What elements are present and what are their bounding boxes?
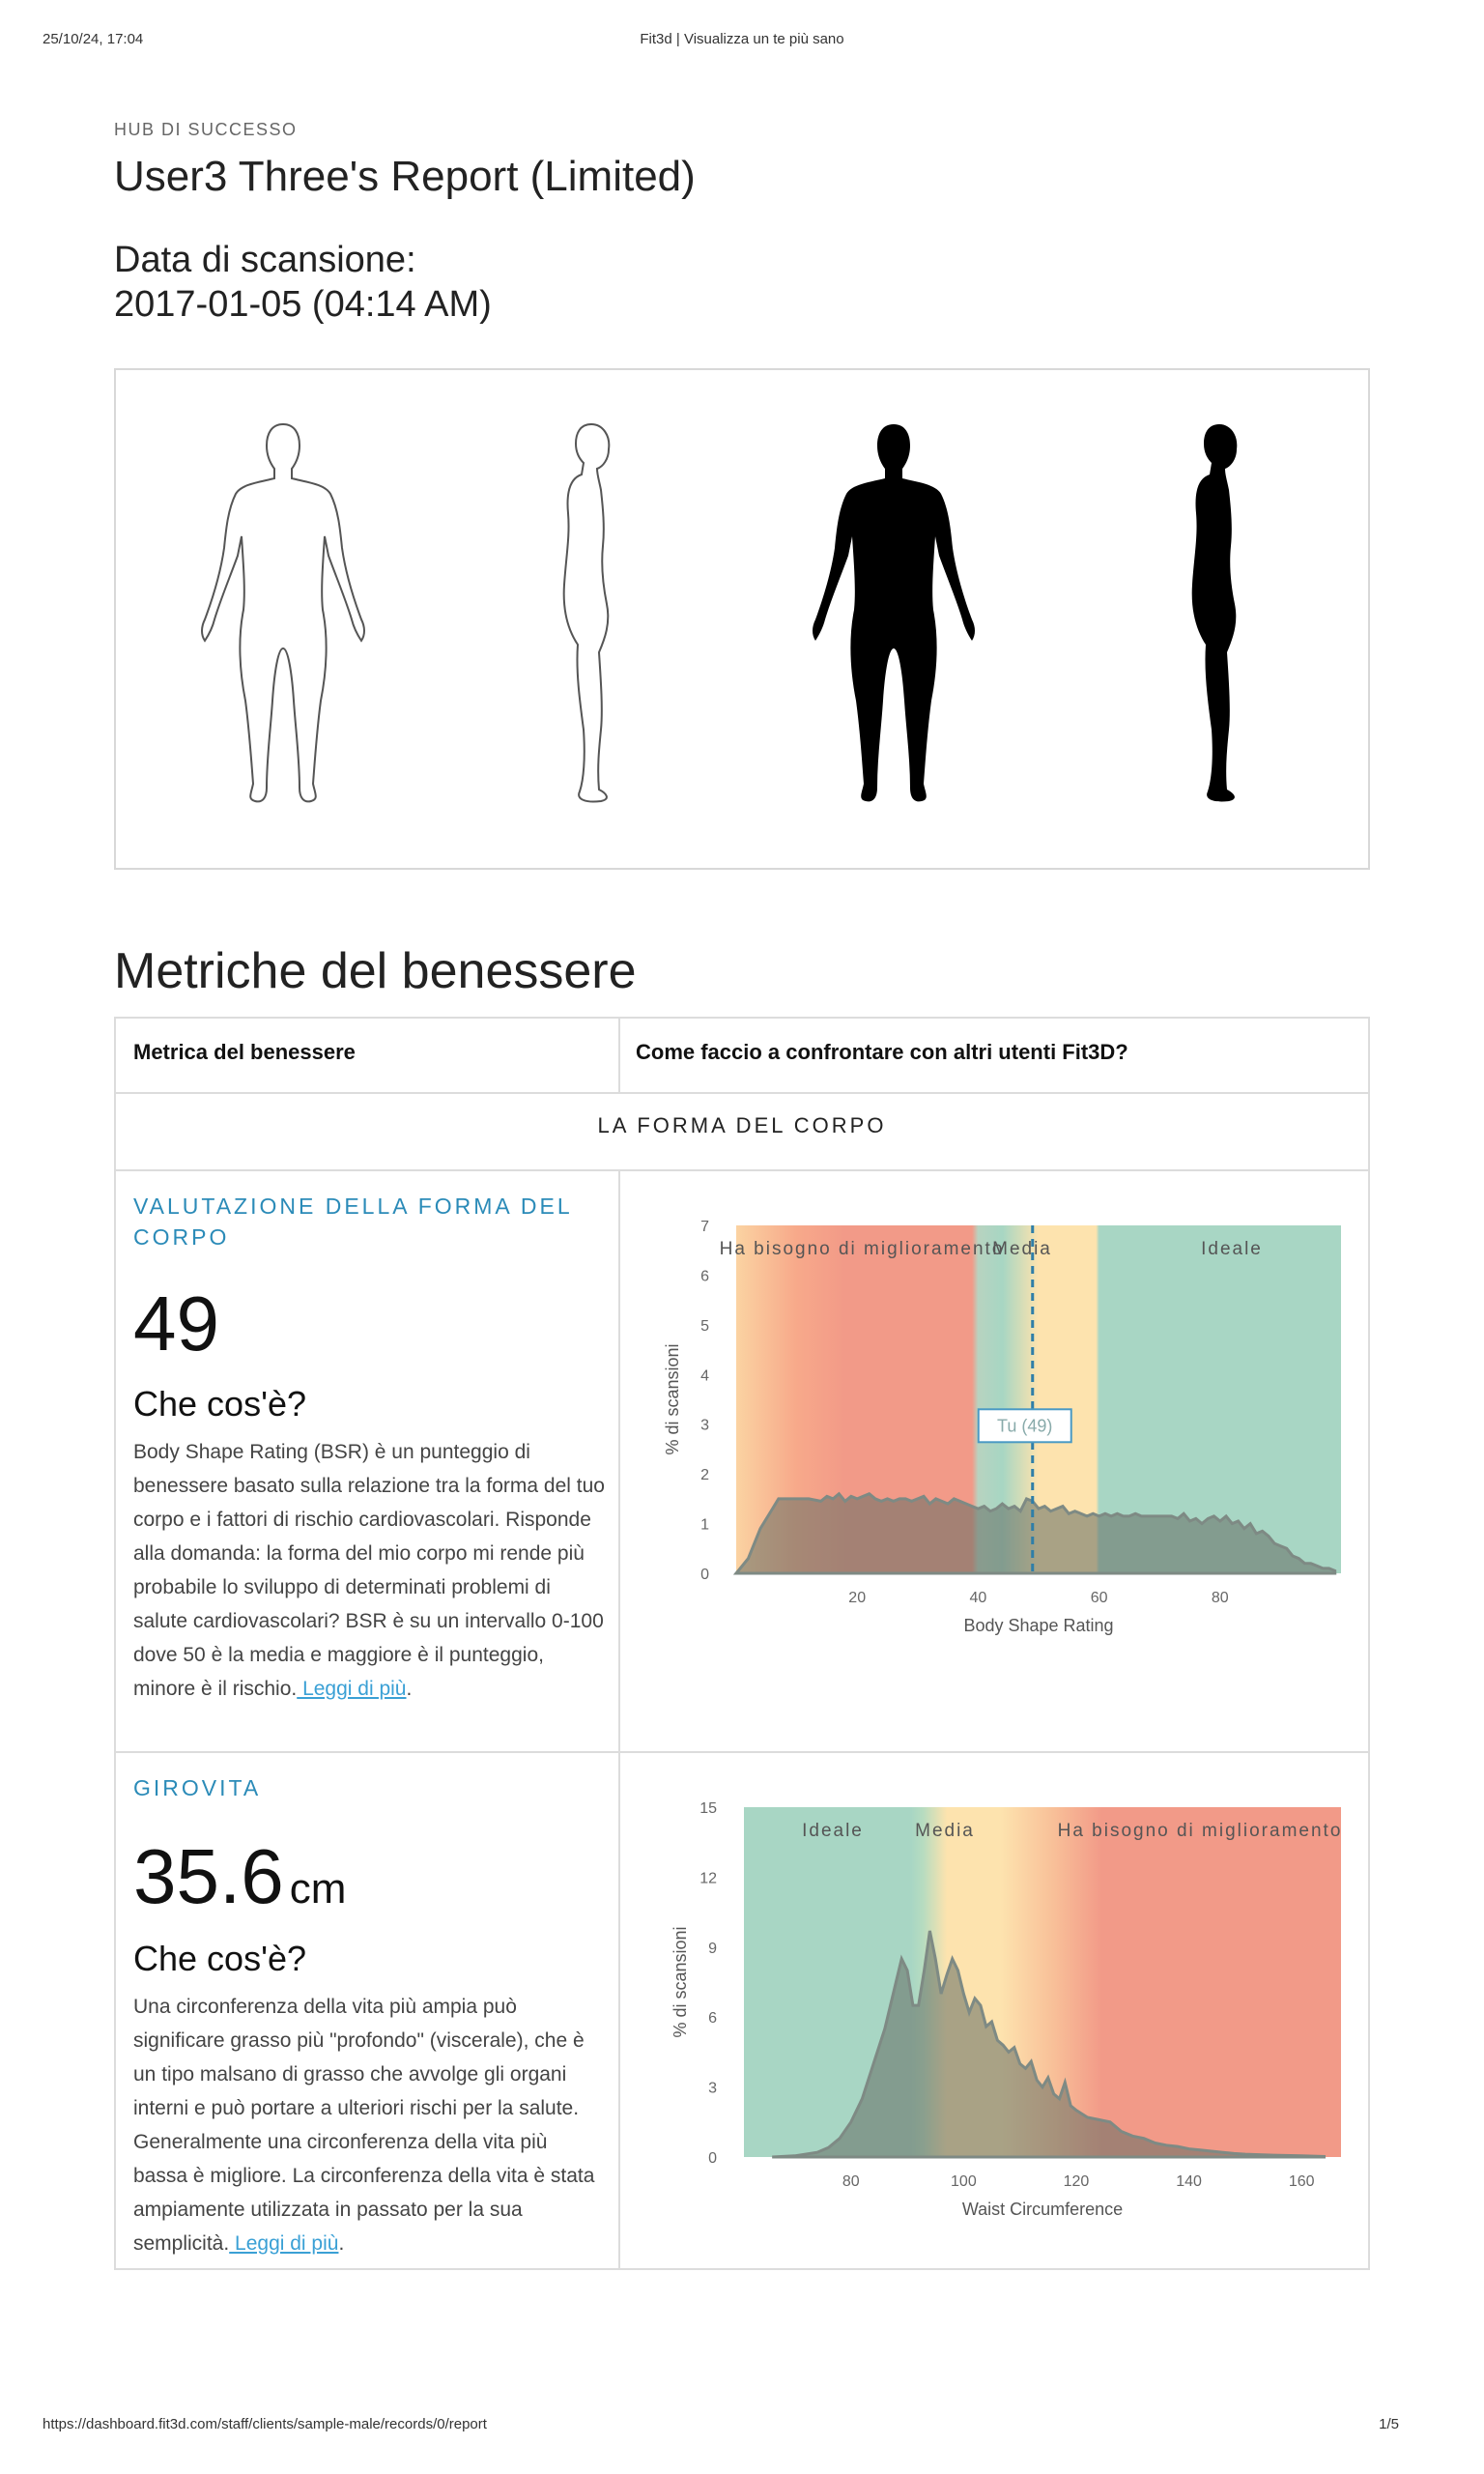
bsr-what-heading: Che cos'è? xyxy=(133,1384,306,1424)
body-scan-figures xyxy=(114,368,1370,870)
scan-date-value: 2017-01-05 (04:14 AM) xyxy=(114,284,492,325)
body-silhouette-front-icon xyxy=(802,420,985,807)
print-datetime: 25/10/24, 17:04 xyxy=(43,31,144,47)
divider xyxy=(116,1092,1368,1094)
divider xyxy=(618,1169,620,2268)
x-tick-label: 120 xyxy=(1063,2173,1090,2190)
divider xyxy=(116,1751,1368,1753)
waist-description-text: Una circonferenza della vita più ampia può significare grasso più "profondo" (viscerale), che è un tipo malsano di grasso che avvolge gli organi interni e può portare a ulteriori rischi per la salute. Generalmente una circonferenza della vita più bassa è migliore. La circonferenza della vita è stata ampiamente utilizzata in passato per la sua semplicità. xyxy=(133,1996,595,2255)
y-tick-label: 3 xyxy=(708,2080,717,2097)
zone-label: Media xyxy=(915,1821,975,1841)
divider xyxy=(618,1019,620,1092)
body-outline-side-icon xyxy=(541,420,647,807)
wellness-metrics-table xyxy=(114,1017,1370,2270)
y-tick-label: 3 xyxy=(700,1417,709,1434)
x-tick-label: 60 xyxy=(1090,1590,1108,1606)
divider xyxy=(116,1169,1368,1171)
column-header-compare: Come faccio a confrontare con altri utenti Fit3D? xyxy=(636,1040,1128,1064)
waist-read-more-link[interactable]: Leggi di più xyxy=(229,2232,339,2255)
zone-label: Ideale xyxy=(1201,1239,1263,1259)
y-tick-label: 1 xyxy=(700,1516,709,1534)
zone-label: Ha bisogno di miglioramento xyxy=(719,1239,1005,1259)
y-tick-label: 7 xyxy=(700,1219,709,1235)
waist-what-heading: Che cos'è? xyxy=(133,1939,306,1978)
x-tick-label: 40 xyxy=(969,1590,987,1606)
waist-value xyxy=(133,1832,346,1921)
body-silhouette-side-icon xyxy=(1169,420,1275,807)
y-axis-label: % di scansioni xyxy=(671,1926,690,2038)
x-tick-label: 80 xyxy=(1211,1590,1229,1606)
bsr-metric-name: VALUTAZIONE DELLA FORMA DEL CORPO xyxy=(133,1194,572,1250)
waist-value-number: 35.6 xyxy=(133,1833,284,1919)
zone-label: Ha bisogno di miglioramento xyxy=(1057,1821,1343,1841)
zone-label: Media xyxy=(992,1239,1052,1259)
waist-metric-name: GIROVITA xyxy=(133,1775,262,1800)
bsr-value: 49 xyxy=(133,1280,219,1366)
wellness-metrics-title: Metriche del benessere xyxy=(114,943,637,999)
x-tick-label: 100 xyxy=(951,2173,977,2190)
print-page-title: Fit3d | Visualizza un te più sano xyxy=(640,31,844,47)
column-header-metric: Metrica del benessere xyxy=(133,1040,356,1064)
x-axis-label: Waist Circumference xyxy=(961,2200,1124,2219)
y-tick-label: 9 xyxy=(708,1940,717,1957)
x-tick-label: 80 xyxy=(842,2173,860,2190)
scan-date-label: Data di scansione: xyxy=(114,240,416,280)
y-tick-label: 0 xyxy=(700,1567,709,1583)
report-title: User3 Three's Report (Limited) xyxy=(114,153,696,200)
y-tick-label: 12 xyxy=(699,1870,717,1887)
hub-label: HUB DI SUCCESSO xyxy=(114,120,298,139)
print-page-number: 1/5 xyxy=(1379,2416,1399,2432)
section-body-shape: LA FORMA DEL CORPO xyxy=(597,1113,887,1137)
y-tick-label: 6 xyxy=(700,1268,709,1285)
print-header xyxy=(43,31,1441,52)
body-outline-front-icon xyxy=(191,420,375,807)
y-tick-label: 4 xyxy=(700,1367,709,1385)
print-url: https://dashboard.fit3d.com/staff/clients/sample-male/records/0/report xyxy=(43,2416,487,2432)
y-tick-label: 0 xyxy=(708,2150,717,2167)
waist-description: Una circonferenza della vita più ampia può significare grasso più "profondo" (viscerale), che è un tipo malsano di grasso che avvolge gli organi interni e può portare a ulteriori rischi per la salute. Generalmente una circonferenza della vita più bassa è migliore. La circonferenza della vita è stata ampiamente utilizzata in passato per la sua semplicità. Leggi di più. xyxy=(133,1996,595,2255)
bsr-distribution-chart xyxy=(638,1189,1353,1740)
your-score-label: Tu (49) xyxy=(997,1416,1053,1436)
bsr-read-more-link[interactable]: Leggi di più xyxy=(297,1678,407,1700)
print-footer xyxy=(43,2416,1441,2437)
waist-value-unit: cm xyxy=(289,1865,347,1913)
x-tick-label: 160 xyxy=(1288,2173,1315,2190)
x-axis-label: Body Shape Rating xyxy=(963,1616,1114,1635)
y-axis-label: % di scansioni xyxy=(663,1343,682,1455)
waist-distribution-chart xyxy=(638,1772,1353,2265)
zone-label: Ideale xyxy=(802,1821,864,1841)
bsr-description: Body Shape Rating (BSR) è un punteggio di benessere basato sulla relazione tra la forma del tuo corpo e i fattori di rischio cardiovascolari. Risponde alla domanda: la forma del mio corpo mi rende più probabile lo sviluppo di determinati problemi di salute cardiovascolari? BSR è su un intervallo 0-100 dove 50 è la media e maggiore è il punteggio, minore è il rischio. Leggi di più. xyxy=(133,1441,605,1700)
y-tick-label: 6 xyxy=(708,2010,717,2028)
x-tick-label: 140 xyxy=(1176,2173,1202,2190)
y-tick-label: 15 xyxy=(699,1800,717,1817)
bsr-description-text: Body Shape Rating (BSR) è un punteggio di benessere basato sulla relazione tra la forma del tuo corpo e i fattori di rischio cardiovascolari. Risponde alla domanda: la forma del mio corpo mi rende più probabile lo sviluppo di determinati problemi di salute cardiovascolari? BSR è su un intervallo 0-100 dove 50 è la media e maggiore è il punteggio, minore è il rischio. xyxy=(133,1441,605,1700)
x-tick-label: 20 xyxy=(848,1590,867,1606)
y-tick-label: 2 xyxy=(700,1467,709,1484)
y-tick-label: 5 xyxy=(700,1317,709,1335)
